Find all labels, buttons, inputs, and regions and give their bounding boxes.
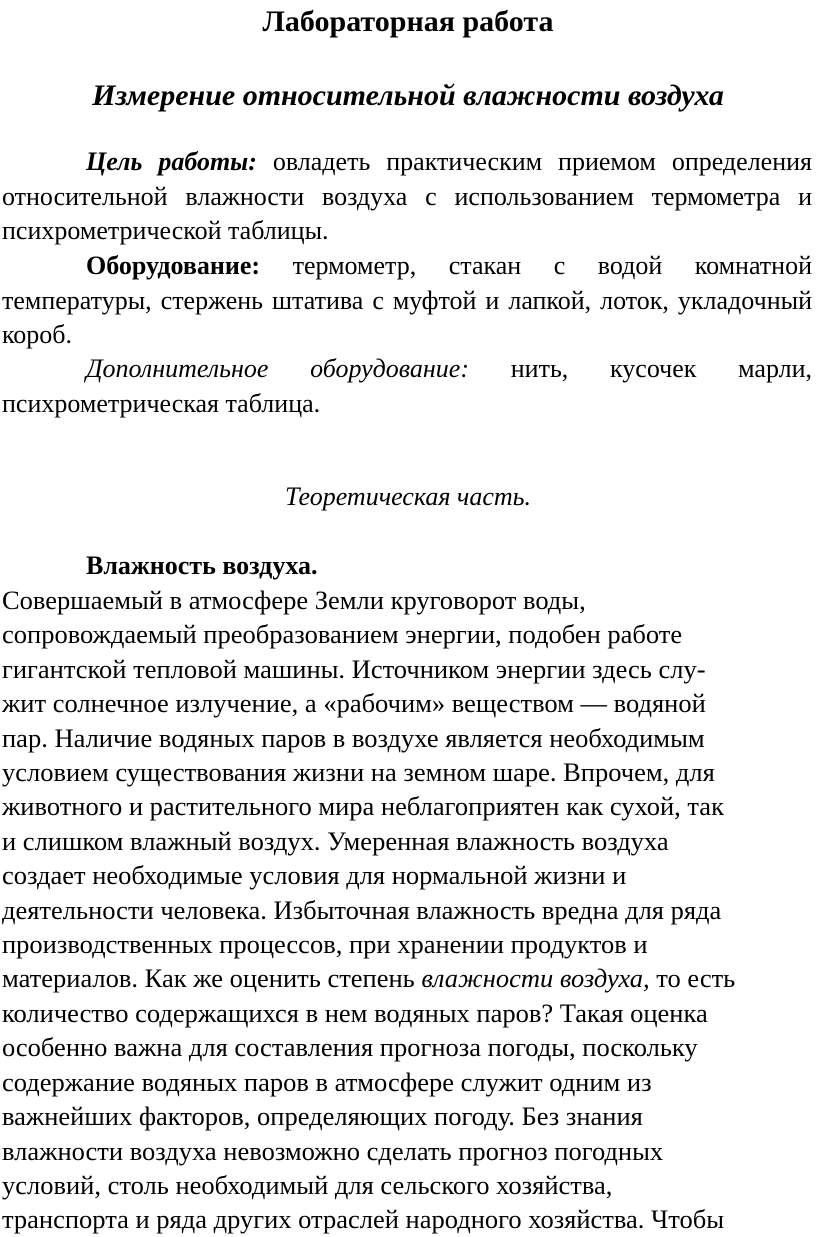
- line-12-after: то есть: [649, 963, 736, 994]
- extra-equipment-paragraph: [2, 352, 812, 421]
- body-line: жит солнечное излучение, а «рабочим» веществом — водяной: [2, 688, 706, 719]
- body-line: особенно важна для составления прогноза погоды, поскольку: [2, 1032, 698, 1063]
- body-line: животного и растительного мира неблагоприятен как сухой, так: [2, 791, 724, 822]
- body-line: условием существования жизни на земном шаре. Впрочем, для: [2, 757, 715, 788]
- equipment-paragraph: [2, 249, 812, 353]
- goal-label: Цель работы:: [86, 147, 257, 176]
- body-line: и слишком влажный воздух. Умеренная влажность воздуха: [2, 825, 669, 856]
- body-line: сопровождаемый преобразованием энергии, подобен работе: [2, 619, 683, 650]
- goal-paragraph: [2, 145, 812, 249]
- section-heading: Влажность воздуха.: [86, 551, 318, 580]
- body-line-emphasis: [2, 961, 814, 995]
- body-line: деятельности человека. Избыточная влажность вредна для ряда: [2, 894, 722, 925]
- goal-text: овладеть практическим приемом определения относительной влажности воздуха с использованием термометра и психрометрической таблицы.: [2, 147, 812, 245]
- body-line: влажности воздуха невозможно сделать прогноз погодных: [2, 1135, 664, 1166]
- body-line: важнейших факторов, определяющих погоду. Без знания: [2, 1101, 643, 1132]
- body-line: содержание водяных паров в атмосфере служит одним из: [2, 1066, 652, 1097]
- body-text: [2, 583, 814, 1237]
- body-line: пар. Наличие водяных паров в воздухе является необходимым: [2, 722, 705, 753]
- body-line: условий, столь необходимый для сельского хозяйства,: [2, 1169, 613, 1200]
- body-line: создает необходимые условия для нормальной жизни и: [2, 860, 627, 891]
- document-title: Лабораторная работа: [262, 5, 554, 38]
- line-12-before: материалов. Как же оценить степень: [2, 963, 422, 994]
- theory-heading: Теоретическая часть.: [285, 482, 531, 511]
- equipment-label: Оборудование:: [86, 251, 261, 280]
- body-line: транспорта и ряда других отраслей народного хозяйства. Чтобы: [2, 1204, 725, 1235]
- document-subtitle: Измерение относительной влажности воздуха: [92, 79, 724, 112]
- equipment-text: термометр, стакан с водой комнатной температуры, стержень штатива с муфтой и лапкой, лоток, укладочный короб.: [2, 251, 812, 349]
- extra-equipment-text: нить, кусочек марли, психрометрическая таблица.: [2, 354, 812, 418]
- extra-equipment-label: Дополнительное оборудование:: [86, 354, 470, 383]
- body-line: производственных процессов, при хранении продуктов и: [2, 929, 648, 960]
- humidity-term: влажности воздуха,: [421, 963, 650, 994]
- body-line: гигантской тепловой машины. Источником энергии здесь слу-: [2, 653, 706, 684]
- body-line: количество содержащихся в нем водяных паров? Такая оценка: [2, 997, 708, 1028]
- body-line: Совершаемый в атмосфере Земли круговорот воды,: [2, 585, 586, 615]
